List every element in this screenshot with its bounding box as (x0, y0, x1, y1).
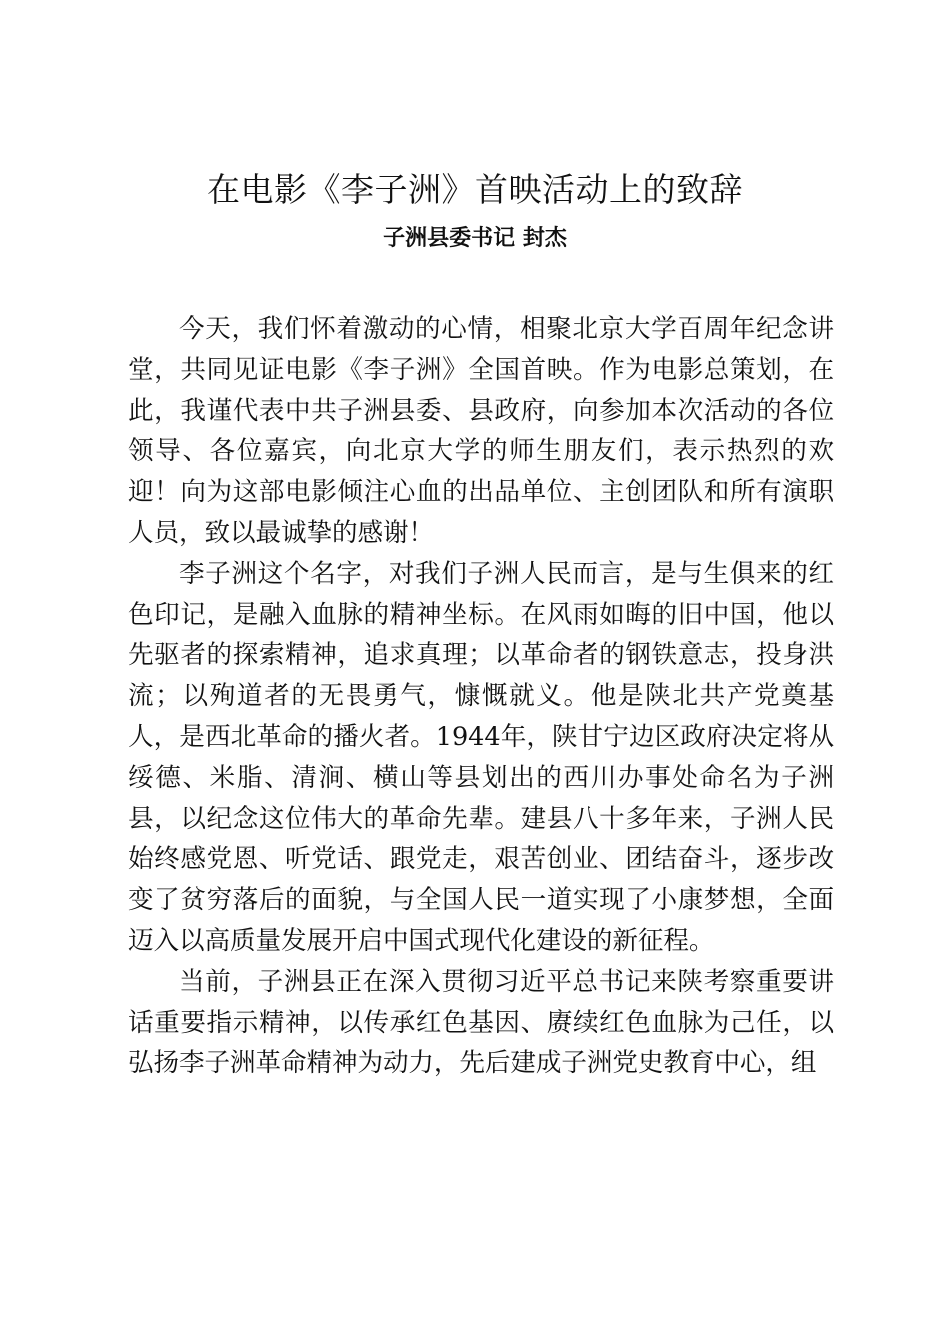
document-body (128, 309, 834, 1084)
document-title: 在电影《李子洲》首映活动上的致辞 (207, 170, 743, 209)
paragraph: 当前，子洲县正在深入贯彻习近平总书记来陕考察重要讲话重要指示精神，以传承红色基因、赓续红色血脉为己任，以弘扬李子洲革命精神为动力，先后建成子洲党史教育中心，组 (128, 966, 834, 1079)
document-subtitle: 子洲县委书记 封杰 (383, 225, 567, 251)
paragraph: 今天，我们怀着激动的心情，相聚北京大学百周年纪念讲堂，共同见证电影《李子洲》全国首映。作为电影总策划，在此，我谨代表中共子洲县委、县政府，向参加本次活动的各位领导、各位嘉宾，向北京大学的师生朋友们，表示热烈的欢迎！向为这部电影倾注心血的出品单位、主创团队和所有演职人员，致以最诚挚的感谢！ (128, 314, 834, 548)
paragraph: 李子洲这个名字，对我们子洲人民而言，是与生俱来的红色印记，是融入血脉的精神坐标。在风雨如晦的旧中国，他以先驱者的探索精神，追求真理；以革命者的钢铁意志，投身洪流；以殉道者的无畏勇气，慷慨就义。他是陕北共产党奠基人，是西北革命的播火者。1944年，陕甘宁边区政府决定将从绥德、米脂、清涧、横山等县划出的西川办事处命名为子洲县，以纪念这位伟大的革命先辈。建县八十多年来，子洲人民始终感党恩、听党话、跟党走，艰苦创业、团结奋斗，逐步改变了贫穷落后的面貌，与全国人民一道实现了小康梦想，全面迈入以高质量发展开启中国式现代化建设的新征程。 (128, 558, 834, 956)
